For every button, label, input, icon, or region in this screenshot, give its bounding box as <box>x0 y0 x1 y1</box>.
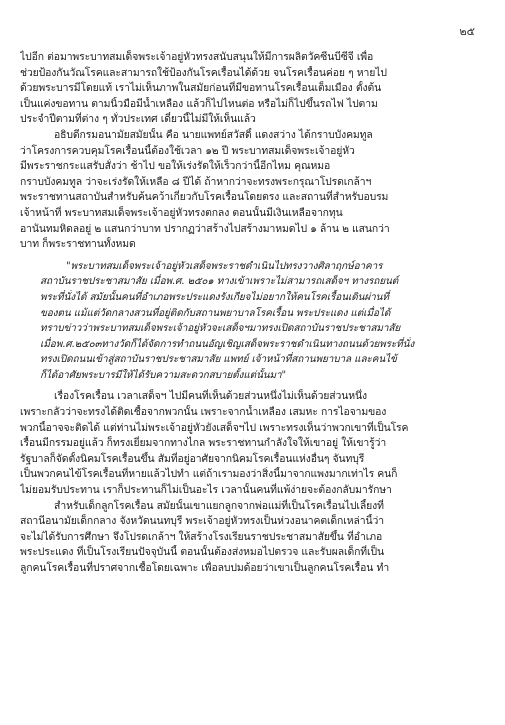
text-line: เรื้อนมีกรรมอยู่แล้ว ก็ทรงเยี่ยมจากทางไกล พระราชทานกำลังใจให้เขาอยู่ ให้เขารู้ว่า <box>20 437 387 450</box>
quote-line: พระที่นั่งได้ สมัยนั้นคนที่อำเภอพระประแดงรังเกียจไม่อยากให้คนโรคเรื้อนเดินผ่านที่ <box>40 291 389 303</box>
paragraph-4 <box>20 389 495 498</box>
text-line: พวกนี้อาจจะติดได้ แต่ท่านไม่พระเจ้าอยู่หัวยังเสด็จฯไป เพราะทรงเห็นว่าพวกเขาที่เป็นโรค <box>20 421 409 434</box>
text-line: กราบบังคมทูล ว่าจะเร่งรัดให้เหลือ ๘ ปีได้ ถ้าหากว่าจะทรงพระกรุณาโปรดเกล้าฯ <box>20 175 372 188</box>
text-line: มีพระราชกระแสรับสั่งว่า ช้าไป ขอให้เร่งรัดให้เร็วกว่านี้อีกไหม คุณหมอ <box>20 160 331 173</box>
text-line: บาท ก็พระราชทานทั้งหมด <box>20 238 136 251</box>
text-line: อธิบดีกรมอนามัยสมัยนั้น คือ นายแพทย์สวัสดิ์ แดงสว่าง ได้กราบบังคมทูล <box>54 128 373 141</box>
text-line: สถานีอนามัยเด็กกลาง จังหวัดนนทบุรี พระเจ้าอยู่หัวทรงเป็นห่วงอนาคตเด็กเหล่านี้ว่า <box>20 515 384 528</box>
text-line: เพราะกลัวว่าจะทรงได้ติดเชื้อจากพวกนั้น เพราะจากน้ำเหลือง เสมหะ การไอจามของ <box>20 406 387 419</box>
text-line: เป็นพวกคนไข้โรคเรื้อนที่หายแล้วไปทำ แต่ถ้าเรามองว่าสิ่งนี้มาจากแพงมากเท่าไร คนก็ <box>20 468 398 481</box>
paragraph-5 <box>20 499 495 577</box>
text-line: ไม่ยอมรับประทาน เราก็ประทานก็ไม่เป็นอะไร เวลานั้นคนที่แพ้ง่ายจะต้องกลับมารักษา <box>20 484 392 497</box>
paragraph-2 <box>20 128 495 253</box>
text-line: รัฐบาลก็จัดตั้งนิคมโรคเรื้อนขึ้น สัมที่อยู่อาศัยจากนิคมโรคเรื้อนแห่งอื่นๆ จันทบุรี <box>20 452 365 465</box>
quote-line: เมื่อพ.ศ.๒๕๐๓ทางวัดก็ได้จัดการทำถนนอัญเชิญเสด็จพระราชดำเนินทางถนนด้วยพระที่นั่ง <box>40 338 415 350</box>
paragraph-1 <box>20 50 495 128</box>
text-line: ประจำปีตามที่ต่าง ๆ ทั่วประเทศ เดี๋ยวนี้ไม่มีให้เห็นแล้ว <box>20 113 256 126</box>
text-line: เป็นแค่งขอทาน ตามนิ้วมือมีน้ำเหลือง แล้วก็ไปไหนต่อ หรือไม่ก็ไปขึ้นรถไฟ ไปตาม <box>20 97 378 110</box>
text-line: ว่าโครงการควบคุมโรคเรื้อนนี้ต้องใช้เวลา ๑๒ ปี พระบาทสมเด็จพระเจ้าอยู่หัว <box>20 144 355 157</box>
text-line: ช่วยป้องกันวัณโรคและสามารถใช้ป้องกันโรคเรื้อนได้ด้วย จนโรคเรื้อนค่อย ๆ หายไป <box>20 66 387 79</box>
text-line: ลูกคนโรคเรื้อนที่ปราศจากเชื้อโดยเฉพาะ เพื่อลบปมด้อยว่าเขาเป็นลูกคนโรคเรื้อน ทำ <box>20 562 390 574</box>
text-line: จะไม่ได้รับการศึกษา จึงโปรดเกล้าฯ ให้สร้างโรงเรียนราชประชาสมาสัยขึ้น ที่อำเภอ <box>20 530 383 543</box>
text-line: เรื่องโรคเรื้อน เวลาเสด็จฯ ไปมีคนที่เห็นด้วยส่วนหนึ่งไม่เห็นด้วยส่วนหนึ่ง <box>54 390 368 403</box>
document-body <box>20 50 495 577</box>
page-number: ๒๕ <box>459 25 475 38</box>
quote-line: ก็ได้อาศัยพระบารมีให้ได้รับความสะดวกสบายตั้งแต่นั้นมา" <box>40 369 287 381</box>
block-quote <box>20 259 495 384</box>
quote-line: ของตน แม้แต่วัดกลางสวนที่อยู่ติดกับสถานพยาบาลโรคเรื้อน พระประแดง แต่เมื่อได้ <box>40 307 391 319</box>
text-line: ด้วยพระบารมีโดยแท้ เราไม่เห็นภาพในสมัยก่อนที่มีขอทานโรคเรื้อนเต็มเมือง ตั้งต้น <box>20 82 382 95</box>
quote-line: ทราบข่าวว่าพระบาทสมเด็จพระเจ้าอยู่หัวจะเสด็จฯมาทรงเปิดสถาบันราชประชาสมาสัย <box>40 323 401 335</box>
text-line: ไปอีก ต่อมาพระบาทสมเด็จพระเจ้าอยู่หัวทรงสนับสนุนให้มีการผลิตวัคซีนบีซีจี เพื่อ <box>20 51 374 63</box>
quote-line: "พระบาทสมเด็จพระเจ้าอยู่หัวเสด็จพระราชดำเนินไปทรงวางศิลาฤกษ์อาคาร <box>66 260 383 272</box>
text-line: สำหรับเด็กลูกโรคเรื้อน สมัยนั้นเขาแยกลูกจากพ่อแม่ที่เป็นโรคเรื้อนไปเลี้ยงที่ <box>54 499 384 512</box>
text-line: เจ้าหน้าที่ พระบาทสมเด็จพระเจ้าอยู่หัวทรงตกลง ตอนนั้นมีเงินเหลือจากทุน <box>20 206 343 219</box>
quote-line: สถาบันราชประชาสมาสัย เมื่อพ.ศ. ๒๕๐๑ ทางเข้าเพราะไม่สามารถเสด็จฯ ทางรถยนต์ <box>40 276 399 288</box>
quote-line: ทรงเปิดถนนเข้าสู่สถาบันราชประชาสมาสัย แพทย์ เจ้าหน้าที่สถานพยาบาล และคนไข้ <box>40 354 397 366</box>
text-line: พระประแดง ที่เป็นโรงเรียนปัจจุบันนี้ ตอนนั้นต้องส่งหมอไปตรวจ และรับผลเด็กที่เป็น <box>20 546 384 559</box>
text-line: พระราชทานสถาบันสำหรับค้นคว้าเกี่ยวกับโรคเรื้อนโดยตรง และสถานที่สำหรับอบรม <box>20 191 389 204</box>
text-line: อานันทมหิดลอยู่ ๒ แสนกว่าบาท ปรากฏว่าสร้างไปสร้างมาหมดไป ๑ ล้าน ๒ แสนกว่า <box>20 222 390 235</box>
